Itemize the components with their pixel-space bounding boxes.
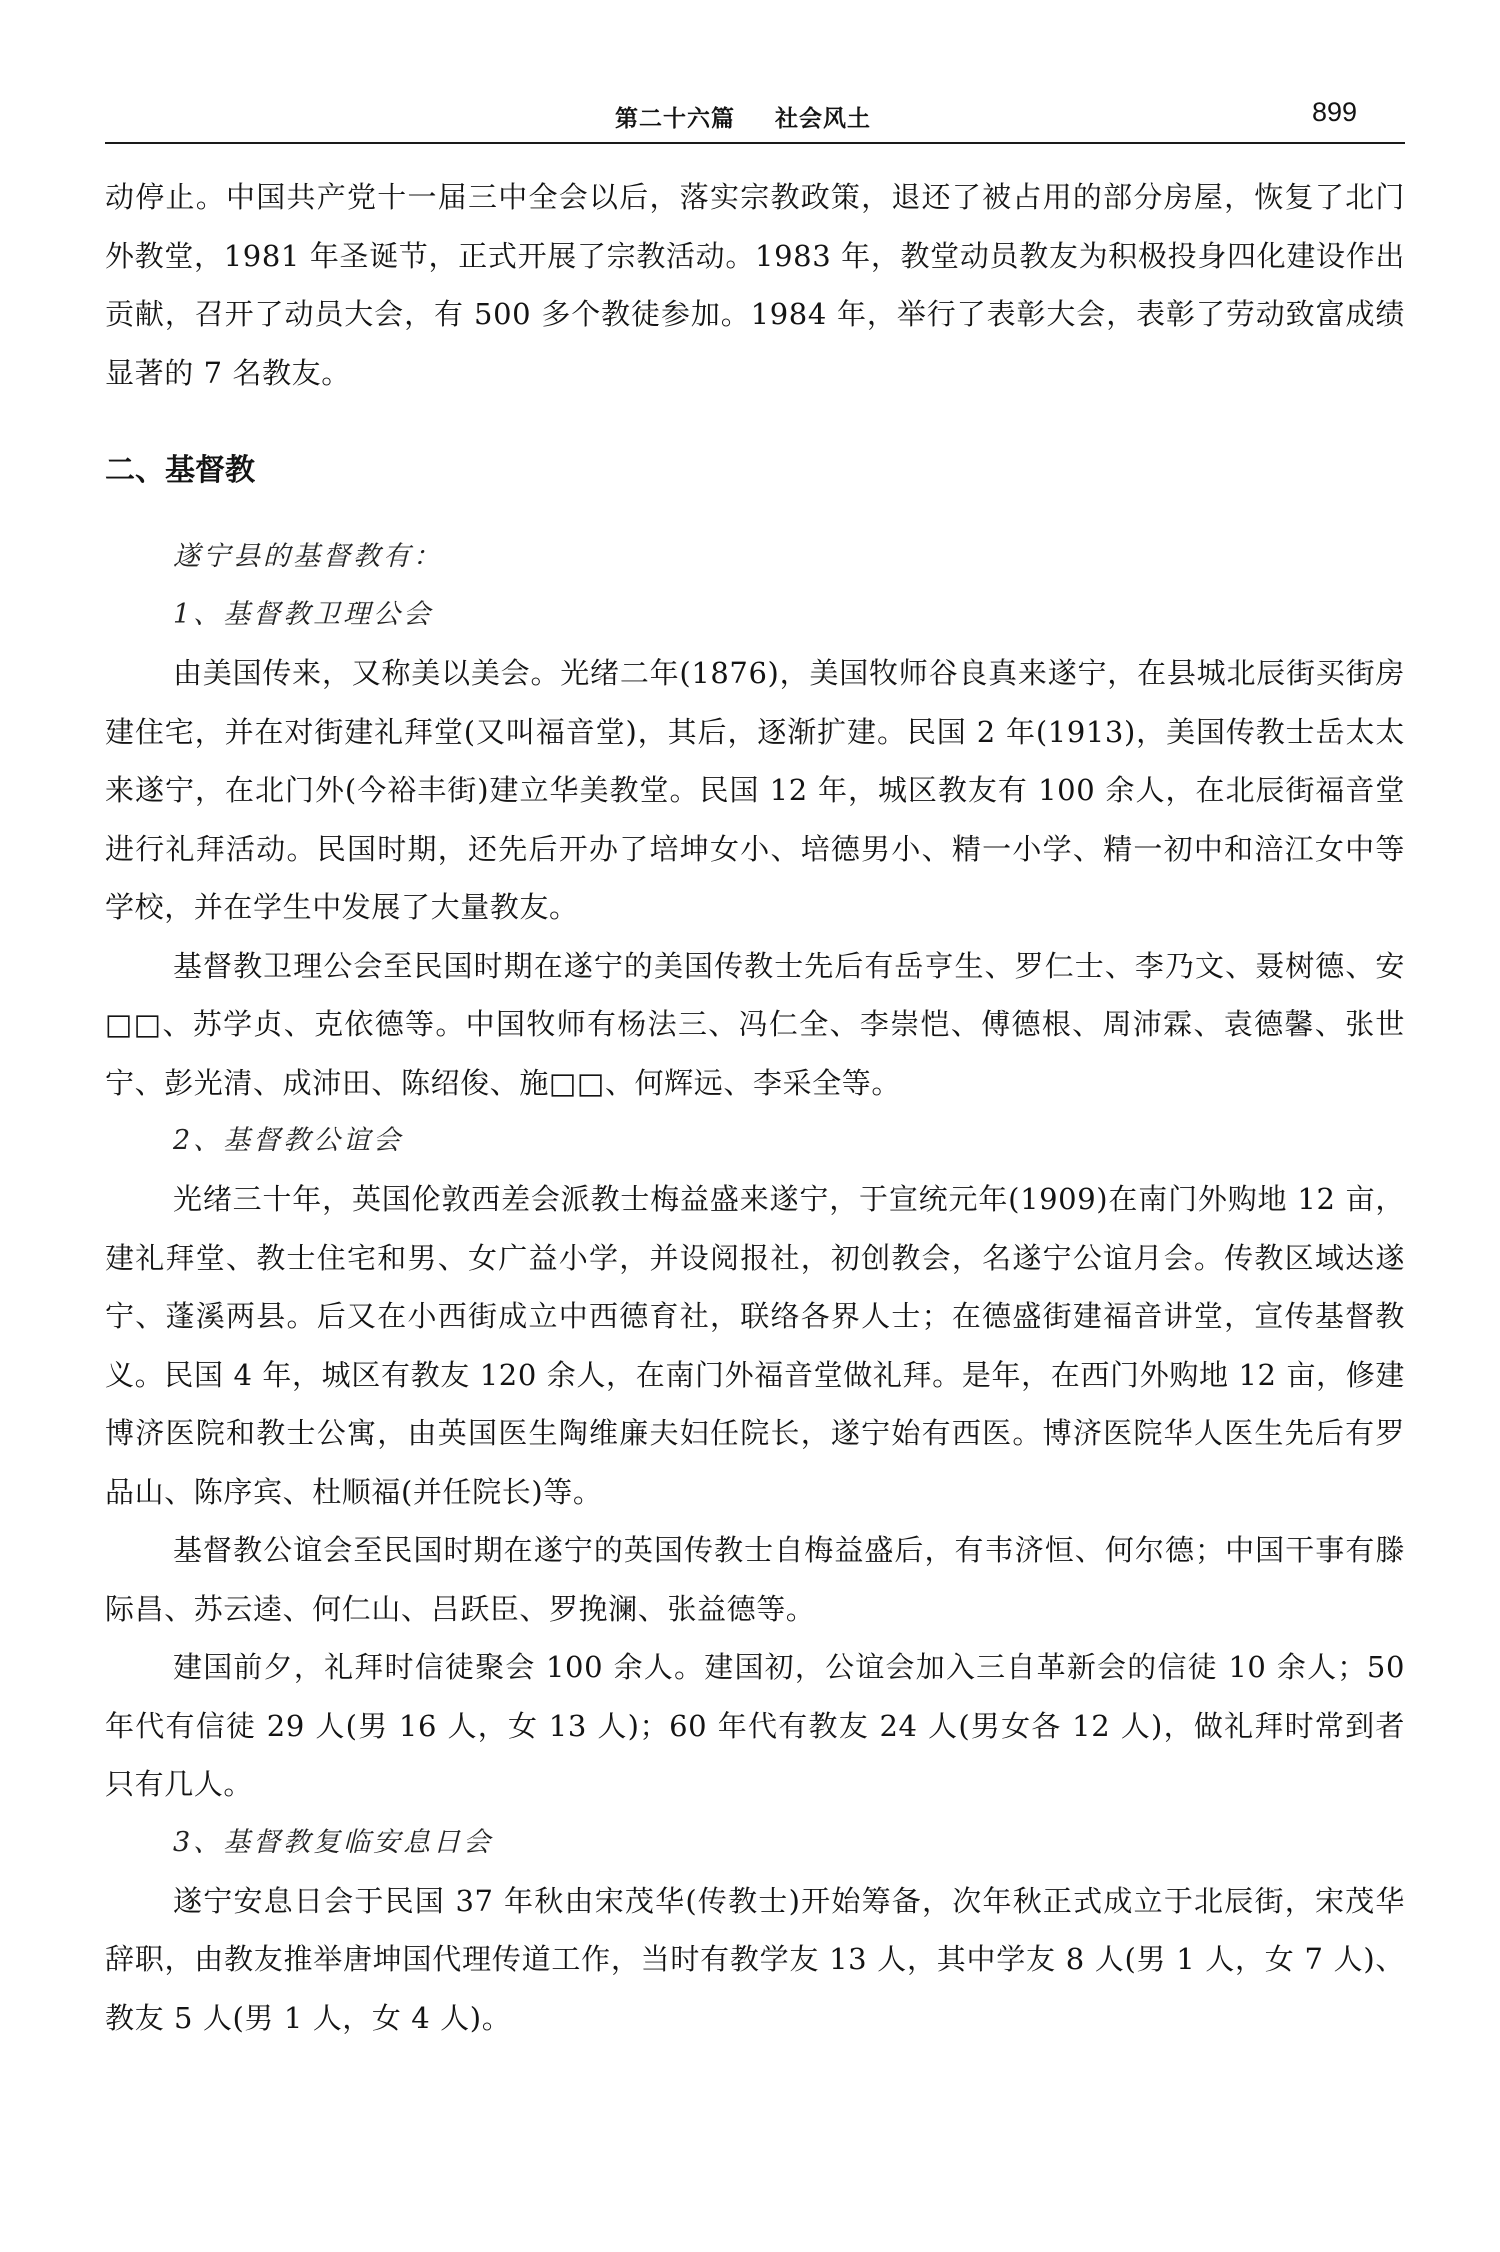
intro-paragraph: 动停止。中国共产党十一届三中全会以后，落实宗教政策，退还了被占用的部分房屋，恢复了北门外教堂，1981 年圣诞节，正式开展了宗教活动。1983 年，教堂动员教友为积极投身四化建设作出贡献，召开了动员大会，有 500 多个教徒参加。1984 年，举行了表彰大会，表彰了劳动致富成绩显著的 7 名教友。 bbox=[105, 180, 1405, 390]
paragraph: 建国前夕，礼拜时信徒聚会 100 余人。建国初，公谊会加入三自革新会的信徒 10 余人；50 年代有信徒 29 人(男 16 人，女 13 人)；60 年代有教友 24 人(男女各 12 人)，做礼拜时常到者只有几人。 bbox=[105, 1650, 1405, 1801]
paragraph: 由美国传来，又称美以美会。光绪二年(1876)，美国牧师谷良真来遂宁，在县城北辰街买街房建住宅，并在对街建礼拜堂(又叫福音堂)，其后，逐渐扩建。民国 2 年(1913)，美国传教士岳太太来遂宁，在北门外(今裕丰街)建立华美教堂。民国 12 年，城区教友有 100 余人，在北辰街福音堂进行礼拜活动。民国时期，还先后开办了培坤女小、培德男小、精一小学、精一初中和涪江女中等学校，并在学生中发展了大量教友。 bbox=[105, 656, 1405, 924]
paragraph: 光绪三十年，英国伦敦西差会派教士梅益盛来遂宁，于宣统元年(1909)在南门外购地 12 亩，建礼拜堂、教士住宅和男、女广益小学，并设阅报社，初创教会，名遂宁公谊月会。传教区域达遂宁、蓬溪两县。后又在小西街成立中西德育社，联络各界人士；在德盛街建福音讲堂，宣传基督教义。民国 4 年，城区有教友 120 余人，在南门外福音堂做礼拜。是年，在西门外购地 12 亩，修建博济医院和教士公寓，由英国医生陶维廉夫妇任院长，遂宁始有西医。博济医院华人医生先后有罗品山、陈序宾、杜顺福(并任院长)等。 bbox=[105, 1182, 1405, 1509]
page-body bbox=[105, 168, 1405, 2047]
paragraph: 基督教公谊会至民国时期在遂宁的英国传教士自梅益盛后，有韦济恒、何尔德；中国干事有滕际昌、苏云逵、何仁山、吕跃臣、罗挽澜、张益德等。 bbox=[105, 1533, 1405, 1626]
paragraph: 遂宁安息日会于民国 37 年秋由宋茂华(传教士)开始筹备，次年秋正式成立于北辰街，宋茂华辞职，由教友推举唐坤国代理传道工作，当时有教学友 13 人，其中学友 8 人(男 1 人，女 7 人)、教友 5 人(男 1 人，女 4 人)。 bbox=[105, 1883, 1405, 2035]
chapter-title: 社会风土 bbox=[775, 106, 871, 132]
subsection-title-3: 3、基督教复临安息日会 bbox=[173, 1826, 494, 1858]
subsection-title-2: 2、基督教公谊会 bbox=[173, 1125, 404, 1156]
section-lead: 遂宁县的基督教有： bbox=[173, 541, 443, 572]
page-number: 899 bbox=[1311, 97, 1357, 127]
subsection-title-1: 1、基督教卫理公会 bbox=[173, 599, 434, 630]
section-title: 二、基督教 bbox=[105, 453, 255, 488]
running-header bbox=[105, 92, 1405, 144]
chapter-label: 第二十六篇 bbox=[615, 106, 735, 132]
paragraph: 基督教卫理公会至民国时期在遂宁的美国传教士先后有岳亨生、罗仁士、李乃文、聂树德、安□□、苏学贞、克依德等。中国牧师有杨法三、冯仁全、李崇恺、傅德根、周沛霖、袁德馨、张世宁、彭光清、成沛田、陈绍俊、施□□、何辉远、李采全等。 bbox=[105, 948, 1405, 1100]
header-chapter bbox=[615, 100, 871, 133]
